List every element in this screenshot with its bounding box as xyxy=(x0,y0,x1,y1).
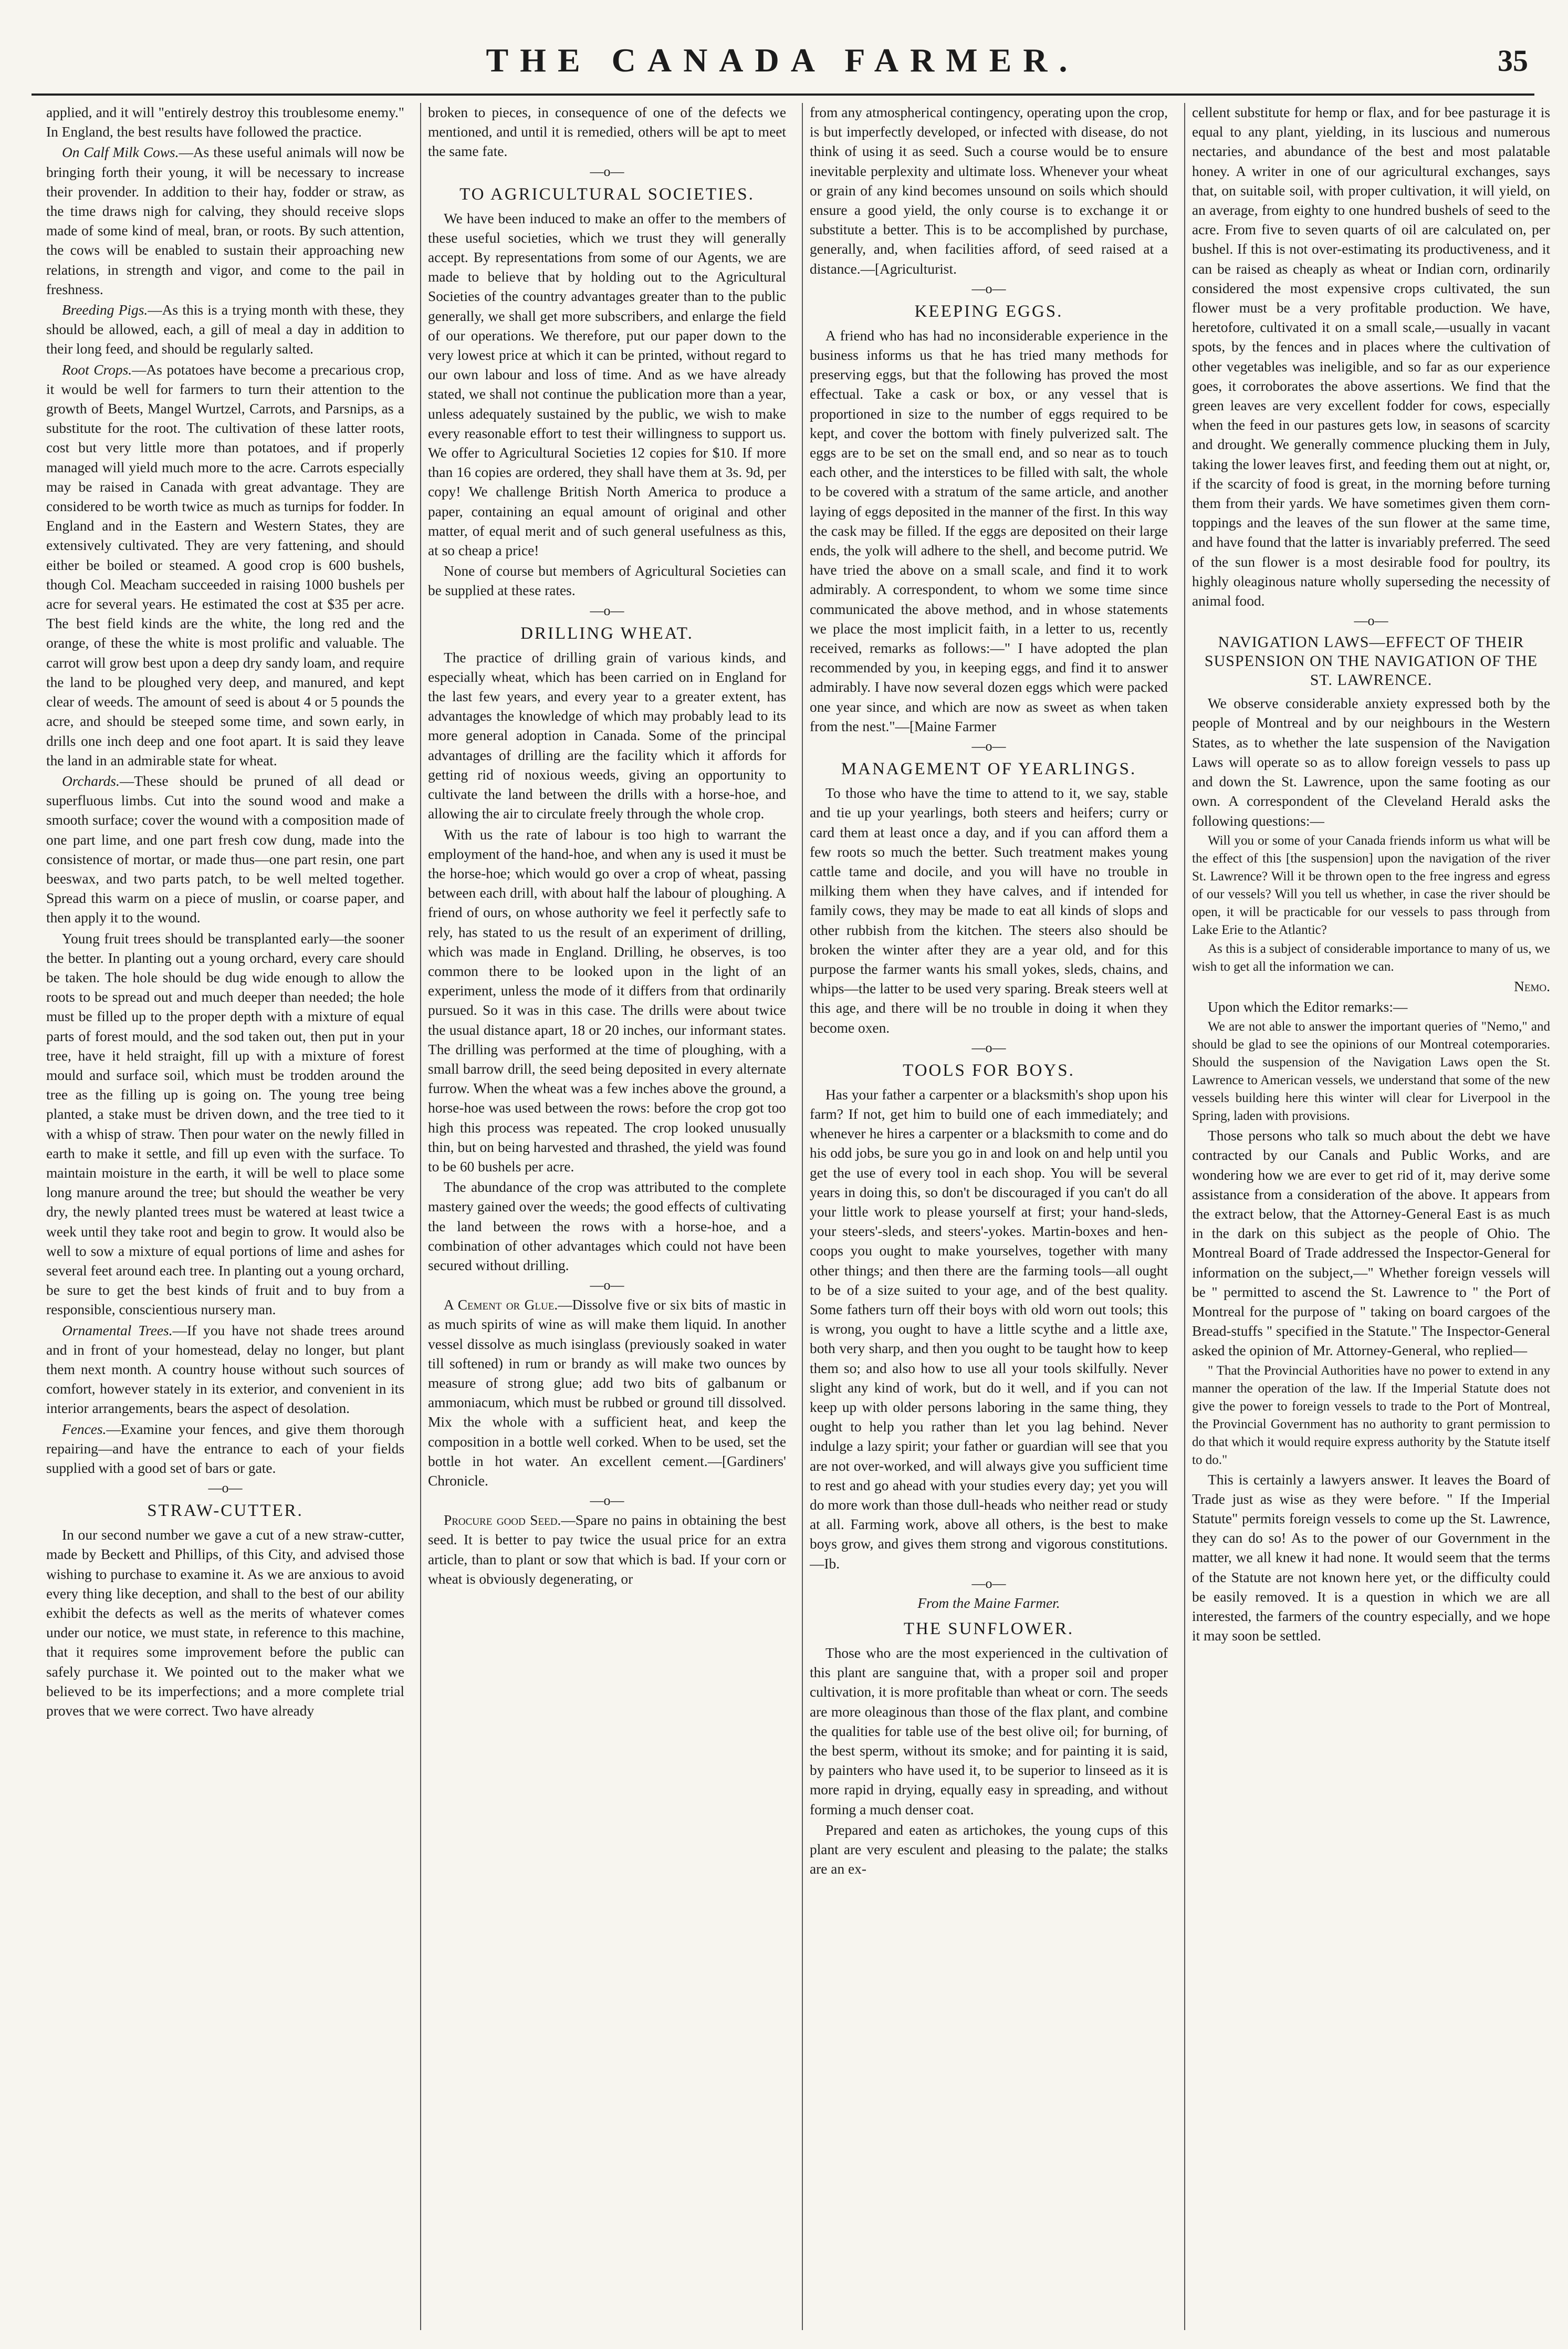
column-divider xyxy=(1184,103,1185,2330)
heading-navigation-laws: NAVIGATION LAWS—EFFECT OF THEIR SUSPENSION ON THE NAVIGATION OF THE ST. LAWRENCE. xyxy=(1204,633,1538,689)
paragraph: cellent substitute for hemp or flax, and for bee pasturage it is equal to any plant, yielding, in its luscious and numerous nectaries, and abundance of the best and most palatable honey. A writer in one of our agricultural exchanges, says that, on suitable soil, with proper cultivation, it will yield, on an average, from eighty to one hundred bushels of seed to the acre. From five to seven quarts of oil are calculated on, per bushel. If this is not over-estimating its productiveness, and it can be raised as cheaply as wheat or Indian corn, ordinarily considered the most expensive crops cultivated, the sun flower must be a very profitable production. We have, heretofore, cultivated it on a small scale,—usually in vacant spots, by the fences and in places where the cultivation of other vegetables was ineligible, and so far as our experience goes, it corroborates the above assertions. We find that the green leaves are very excellent fodder for cows, especially when the feed in our pastures gets low, in seasons of scarcity and drought. We generally commence plucking them in July, taking the lower leaves first, and feeding them out at night, or, if the scarcity of food is great, in the morning before turning them from their yards. We have sometimes given them corn-toppings and the leaves of the sun flower at the same time, and have found that the latter is invariably preferred. The seed of the sun flower is a most desirable food for poultry, its highly oleaginous nature wholly superseding the necessity of animal food. xyxy=(1192,105,1550,609)
paragraph: The practice of drilling grain of various kinds, and especially wheat, which has been carried on in England for the last few years, and every year to a greater extent, has advantages the knowledge of which may probably lead to its more general adoption in Canada. Some of the principal advantages of drilling are the facility which it affords for getting rid of noxious weeds, giving an opportunity to cultivate the land between the drills with a horse-hoe, and allowing the air to circulate freely through the whole crop. xyxy=(428,649,786,822)
paragraph: Those persons who talk so much about the debt we have contracted by our Canals and Public Works, and are wondering how we are ever to get rid of it, may derive some assistance from a consideration of the above. It appears from the extract below, that the Attorney-General East is as much in the dark on this subject as the people of Ohio. The Montreal Board of Trade addressed the Inspector-General for information on the subject,—" Whether foreign vessels will be " permitted to ascend the St. Lawrence to " the Port of Montreal for the purpose of " taking on board cargoes of the Bread-stuffs " specified in the Statute." The Inspector-General asked the opinion of Mr. Attorney-General, who replied— xyxy=(1192,1128,1550,1359)
paragraph: In our second number we gave a cut of a new straw-cutter, made by Beckett and Phillips, of this City, and advised those wishing to purchase to examine it. As we are anxious to avoid every thing like deception, and shall to the best of our ability exhibit the defects as well as the merits of whatever comes under our notice, we must state, in reference to this machine, that it requires some improvement before the public can safely purchase it. We pointed out to the maker what we believed to be its imperfections; and a more complete trial proves that we were correct. Two have already xyxy=(46,1527,404,1719)
paragraph: A friend who has had no inconsiderable experience in the business informs us that he has tried many methods for preserving eggs, but that the following has proved the most effectual. Take a cask or box, or any vessel that is proportioned in size to the number of eggs required to be kept, and cover the bottom with finely pulverized salt. The eggs are to be set on the small end, and so near as to touch each other, and the interstices to be filled with salt, the whole to be covered with a stratum of the same article, and another laying of eggs deposited in the manner of the first. In this way the cask may be filled. If the eggs are deposited on their large ends, the yolk will adhere to the shell, and become putrid. We have tried the above on a small scale, and find it to work admirably. A correspondent, to whom we some time since communicated the above method, and in whose statements we place the most implicit faith, in a letter to us, recently received, remarks as follows:—" I have adopted the plan recommended by you, in keeping eggs, and find it to answer admirably. I have now several dozen eggs which were packed one year since, and which are now as sweet as when taken from the nest."—[Maine Farmer xyxy=(810,327,1168,734)
paragraph-text: —Spare no pains in obtaining the best seed. It is better to pay twice the usual price for an extra article, than to plant or sow that which is bad. If your corn or wheat is obviously degenerating, or xyxy=(428,1512,786,1587)
paragraph: broken to pieces, in consequence of one of the defects we mentioned, and until it is remedied, others will be apt to meet the same fate. xyxy=(428,105,786,160)
section-separator: —o— xyxy=(971,1575,1006,1591)
paragraph xyxy=(46,1420,404,1479)
paragraph: Those who are the most experienced in the cultivation of this plant are sanguine that, with a proper soil and proper cultivation, it is more profitable than wheat or corn. The seeds are more oleaginous than those of the flax plant, and combine the qualities for table use of the best olive oil; for burning, of the best sperm, without its smoke; and for painting it is said, by painters who have used it, to be superior to linseed as it is more rapid in drying, equally easy in spreading, and without forming a much denser coat. xyxy=(810,1645,1168,1817)
paragraph: The abundance of the crop was attributed to the complete mastery gained over the weeds; the good effects of cultivating the land between the rows with a horse-hoe, and a combination of other advantages which could not have been secured without drilling. xyxy=(428,1179,786,1273)
column-1 xyxy=(46,103,404,2325)
source-line: From the Maine Farmer. xyxy=(917,1595,1060,1611)
section-separator: —o— xyxy=(208,1480,243,1496)
heading-keeping-eggs: KEEPING EGGS. xyxy=(914,302,1063,321)
paragraph-text: —If you have not shade trees around and in front of your homestead, delay no longer, but plant them next month. A country house without such sources of comfort, however stately in its exterior, and convenient in its interior arrangements, bears the aspect of desolation. xyxy=(46,1322,404,1417)
paragraph-text: —As these useful animals will now be bringing forth their young, it will be necessary to increase their provender. In addition to their hay, fodder or straw, as the time draws nigh for calving, they should receive slops made of some kind of meal, bran, or roots. By such attention, the cows will be enabled to sustain their approaching new relations, in strength and vigor, and come to the pail in freshness. xyxy=(46,144,404,297)
masthead xyxy=(32,41,1533,89)
column-2 xyxy=(428,103,786,2325)
paragraph-text: —These should be pruned of all dead or superfluous limbs. Cut into the sound wood and make a smooth surface; cover the wound with a composition made of one part lime, and one part fresh cow dung, made into the consistence of mortar, or made thus—one part resin, one part beeswax, and two parts patch, to be well melted together. Spread this warm on a piece of muslin, or coarse paper, and then apply it to the wound. xyxy=(46,773,404,926)
paragraph xyxy=(46,1321,404,1419)
run-in-heading: On Calf Milk Cows. xyxy=(62,144,179,161)
paragraph xyxy=(46,143,404,299)
run-in-heading: Root Crops. xyxy=(62,361,132,378)
paragraph xyxy=(46,300,404,359)
masthead-rule xyxy=(32,93,1534,96)
paragraph: Will you or some of your Canada friends inform us what will be the effect of this [the suspension] upon the navigation of the river St. Lawrence? Will it be thrown open to the free ingress and egress of our vessels? Will you tell us whether, in case the river should be open, it will be practicable for our vessels to pass through from Lake Erie to the Atlantic? xyxy=(1192,833,1550,937)
heading-sunflower: THE SUNFLOWER. xyxy=(903,1619,1074,1639)
heading-tools-for-boys: TOOLS FOR BOYS. xyxy=(903,1061,1075,1080)
paragraph-text: —Dissolve five or six bits of mastic in as much spirits of wine as will make them liquid. In another vessel dissolve as much isinglass (previously soaked in water till softened) in rum or brandy as will make two ounces by measure of strong glue; add two bits of galbanum or ammoniacum, which must be rubbed or ground till dissolved. Mix the whole with a sufficient heat, and keep the composition in a bottle well corked. When to be used, set the bottle in hot water. An excellent cement.—[Gardiners' Chronicle. xyxy=(428,1297,786,1489)
section-separator: —o— xyxy=(971,1040,1006,1055)
heading-yearlings: MANAGEMENT OF YEARLINGS. xyxy=(841,760,1137,779)
paragraph: Young fruit trees should be transplanted early—the sooner the better. In planting out a young orchard, every care should be taken. The hole should be dug wide enough to allow the roots to be spread out and much deeper than needed; the hole must be filled up to the proper depth with a mixture of equal parts of forest mould, and the sod taken out, then put in your tree, have it held straight, fill up with a mixture of forest mould and surface soil, which must be trodden around the tree as the filling up is going on. The young tree being planted, a stake must be driven down, and the tree tied to it with a whisp of straw. Then pour water on the newly filled in earth to make it settle, and fill up even with the surface. To maintain moisture in the earth, it will be well to place some long manure around the tree; but should the weather be very dry, the newly planted trees must be watered at least twice a week until they take root and begin to grow. It would also be well to sow a mixture of equal portions of lime and ashes for several feet around each tree. In planting out a young orchard, be sure to get the best kinds of fruit and to buy from a responsible, conscientious nursery man. xyxy=(46,930,404,1318)
paragraph-text: —As this is a trying month with these, they should be allowed, each, a gill of meal a day in addition to their long feed, and should be regularly salted. xyxy=(46,302,404,357)
section-separator: —o— xyxy=(590,1277,624,1293)
page-number: 35 xyxy=(1498,44,1528,78)
paragraph: " That the Provincial Authorities have no power to extend in any manner the operation of the law. If the Imperial Statute does not give the power to foreign vessels to trade to the Port of Montreal, the Provincial Government has no authority to grant permission to do that which it would require express authority by the Statute itself to do." xyxy=(1192,1363,1550,1467)
paragraph: With us the rate of labour is too high to warrant the employment of the hand-hoe, and when any is used it must be the horse-hoe; which would go over a crop of wheat, passing between each drill, with about half the labour of ploughing. A friend of ours, on whose authority we feel it perfectly safe to rely, has stated to us the result of an experiment of drilling, which was made in England. Drilling, he observes, is too common there to be looked upon in the light of an experiment, unless the mode of it differs from that ordinarily pursued. So it was in this case. The drills were about twice the usual distance apart, 18 or 20 inches, our informant states. The drilling was performed at the time of ploughing, with a small barrow drill, the seed being deposited in every alternate furrow. When the wheat was a few inches above the ground, a horse-hoe was used between the rows: before the crop got too high this process was repeated. The crop looked unusually thin, but on being harvested and thrashed, the yield was found to be 60 bushels per acre. xyxy=(428,826,786,1174)
paragraph: We observe considerable anxiety expressed both by the people of Montreal and by our neighbours in the Western States, as to whether the late suspension of the Navigation Laws will operate so as to allow foreign vessels to pass up and down the St. Lawrence, upon the same footing as our own. A correspondent of the Cleveland Herald asks the following questions:— xyxy=(1192,695,1550,829)
section-separator: —o— xyxy=(971,739,1006,754)
heading-agricultural-societies: TO AGRICULTURAL SOCIETIES. xyxy=(459,184,755,204)
paragraph: This is certainly a lawyers answer. It leaves the Board of Trade just as wise as they were before. " If the Imperial Statute" permits foreign vessels to come up the St. Lawrence, they can do so! As to the power of our Government in the matter, we all knew it had none. It would seem that the terms of the Statute are not known here yet, or the difficulty could be easily removed. It is a question in which we are all interested, the farmers of the country especially, and we hope it may soon be settled. xyxy=(1192,1471,1550,1644)
column-divider xyxy=(420,103,421,2330)
signature: Nemo. xyxy=(1514,978,1550,994)
run-in-heading: Ornamental Trees. xyxy=(62,1322,173,1338)
heading-drilling-wheat: DRILLING WHEAT. xyxy=(520,623,694,643)
section-separator: —o— xyxy=(590,1493,624,1509)
paragraph xyxy=(428,1295,786,1491)
run-in-heading: Fences. xyxy=(62,1421,107,1437)
section-separator: —o— xyxy=(1354,613,1388,629)
section-separator: —o— xyxy=(590,163,624,179)
run-in-heading: Procure good Seed. xyxy=(444,1512,561,1529)
paragraph: As this is a subject of considerable importance to many of us, we wish to get all the information we can. xyxy=(1192,941,1550,974)
paragraph: Prepared and eaten as artichokes, the young cups of this plant are very esculent and pleasing to the palate; the stalks are an ex- xyxy=(810,1822,1168,1877)
column-3 xyxy=(810,103,1168,2325)
paragraph: We are not able to answer the important queries of "Nemo," and should be glad to see the opinions of our Montreal cotemporaries. Should the suspension of the Navigation Laws open the St. Lawrence to American vessels, we understand that some of the new vessels building here this winter will clear for Liverpool in the Spring, laden with provisions. xyxy=(1192,1020,1550,1124)
run-in-heading: Breeding Pigs. xyxy=(62,302,148,318)
paragraph: from any atmospherical contingency, operating upon the crop, is but imperfectly developed, or infected with disease, do not think of using it as seed. Such a course would be to ensure inevitable perplexity and ultimate loss. Whenever your wheat or grain of any kind becomes unsound on soils which should ensure a good yield, the only course is to exchange it or substitute a better. This is to be accomplished by purchase, generally, and, when facilities afford, of seed raised at a distance.—[Agriculturist. xyxy=(810,105,1168,277)
paragraph: We have been induced to make an offer to the members of these useful societies, which we trust they will generally accept. By representations from some of our Agents, we are made to believe that by holding out to the Agricultural Societies of the country advantages greater than to the public generally, we shall get more subscribers, and enlarge the field of our operations. We therefore, put our paper down to the very lowest price at which it can be printed, without regard to our own labour and loss of time. And as we have already stated, we shall not continue the publication more than a year, unless adequately sustained by the public, we wish to make every reasonable effort to test their willingness to support us. We offer to Agricultural Societies 12 copies for $10. If more than 16 copies are ordered, they shall have them at 3s. 9d, per copy! We challenge British North America to produce a paper, containing an equal amount of original and other matter, of equal merit and of such general usefulness as this, at so cheap a price! xyxy=(428,210,786,559)
column-divider xyxy=(802,103,803,2330)
column-4 xyxy=(1192,103,1550,2325)
section-separator: —o— xyxy=(590,602,624,618)
section-separator: —o— xyxy=(971,280,1006,296)
paragraph xyxy=(46,772,404,928)
run-in-heading: A Cement or Glue. xyxy=(444,1297,558,1313)
heading-straw-cutter: STRAW-CUTTER. xyxy=(147,1501,304,1521)
paragraph: None of course but members of Agricultural Societies can be supplied at these rates. xyxy=(428,563,786,599)
paragraph: Upon which the Editor remarks:— xyxy=(1208,999,1408,1015)
paragraph xyxy=(428,1511,786,1589)
paragraph: Has your father a carpenter or a blacksmith's shop upon his farm? If not, get him to build one of each immediately; and whenever he hires a carpenter or a blacksmith to come and do his odd jobs, be sure you go in and look on and help until you get the use of every tool in each shop. You will be several years in doing this, so don't be discouraged if you can't do all your little work to please yourself at first; your hand-sleds, your steers'-sleds, and steers'-yokes. Martin-boxes and hen-coops you ought to make yourselves, together with many other things; and then there are the farming tools—all ought to be of a size suited to your age, and of the best quality. Some fathers turn off their boys with old worn out tools; this is wrong, you ought to have a little scythe and a little axe, both very sharp, and then you ought to be taught how to keep them so; and also how to use all your tools skilfully. Never slight any kind of work, but do it well, and if you can not keep up with older persons laboring in the same thing, they ought to help you rather than let you lag behind. Never indulge a lazy spirit; your father or guardian will see that you are not over-worked, and will always give you sufficient time to rest and go ahead with your studies every day; yet you will do more work than those dull-heads who neither read or study at all. Farming work, above all others, is the best to make boys grow, and gives them strong and vigorous constitutions.—Ib. xyxy=(810,1086,1168,1572)
newspaper-title: THE CANADA FARMER. xyxy=(486,41,1079,79)
paragraph xyxy=(46,360,404,771)
paragraph-text: —As potatoes have become a precarious crop, it would be well for farmers to turn their attention to the growth of Beets, Mangel Wurtzel, Carrots, and Parsnips, as a substitute for the root. The cultivation of these latter roots, cost but very little more than potatoes, and if properly managed will yield much more to the acre. Carrots especially may be raised in Canada with great advantage. They are considered to be worth twice as much as turnips for fodder. In England and in the Eastern and Western States, they are extensively cultivated. They are very fattening, and should either be boiled or steamed. A good crop is 600 bushels, though Col. Meacham succeeded in raising 1000 bushels per acre for several years. He estimated the cost at $35 per acre. The best field kinds are the white, the long red and the orange, of these the white is most prolific and valuable. The carrot will grow best upon a deep dry sandy loam, and require the land to be ploughed very deep, and manured, and kept clear of weeds. The amount of seed is about 4 or 5 pounds the acre, and should be steeped some time, and sown early, in drills one inch deep and one foot apart. It is said they leave the land in an admirable state for wheat. xyxy=(46,361,404,768)
paragraph: To those who have the time to attend to it, we say, stable and tie up your yearlings, both steers and heifers; curry or card them at least once a day, and if you can afford them a few roots so much the better. Such treatment makes young cattle tame and docile, and you will have no trouble in milking them when they have calves, and if intended for family cows, they may be made to eat all kinds of slops and other rubbish from the kitchen. The steers also should be broken the winter after they are a year old, and for this purpose the farmer wants his small yokes, sleds, chains, and whips—the latter to be used very sparing. Break steers well at this age, and there will be no trouble in doing it when they become oxen. xyxy=(810,785,1168,1036)
run-in-heading: Orchards. xyxy=(62,773,120,789)
paragraph: applied, and it will "entirely destroy this troublesome enemy." In England, the best results have followed the practice. xyxy=(46,105,404,140)
paragraph-text: —Examine your fences, and give them thorough repairing—and have the entrance to each of your fields supplied with a good set of bars or gate. xyxy=(46,1421,404,1477)
